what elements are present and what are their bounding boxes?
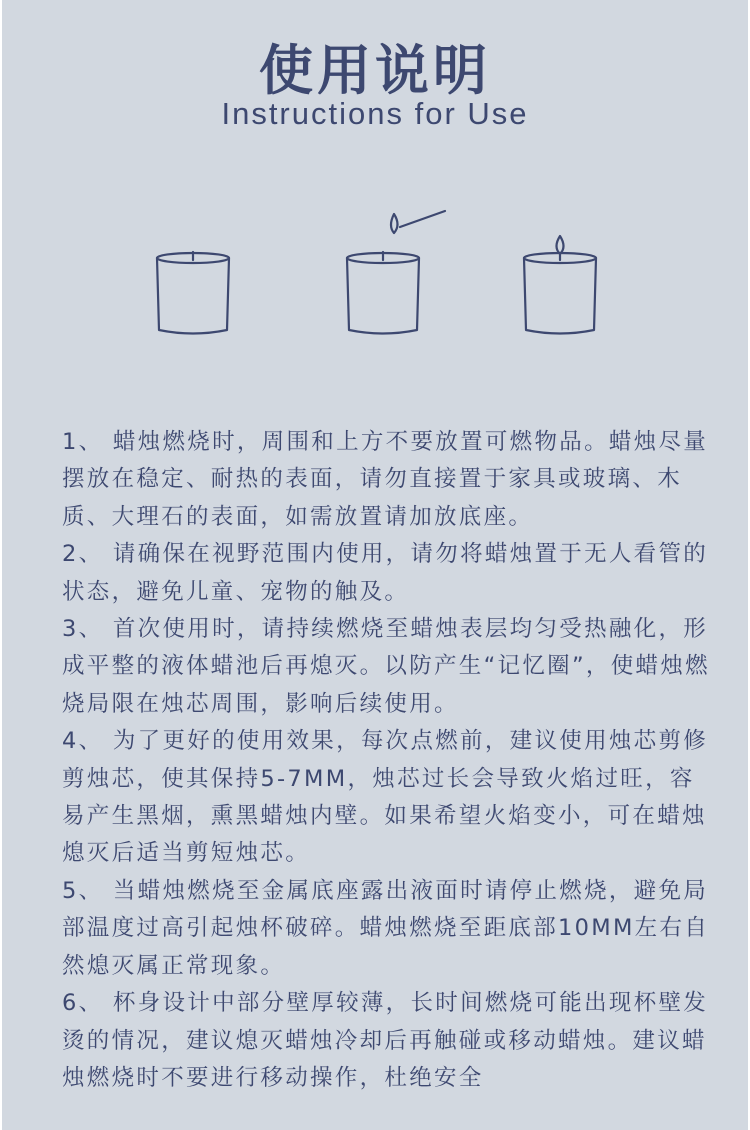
burning-candle-icon — [524, 236, 596, 334]
lighting-candle-icon — [347, 211, 445, 334]
instruction-item-1: 1、 蜡烛燃烧时，周围和上方不要放置可燃物品。蜡烛尽量摆放在稳定、耐热的表面，请勿直接置于家具或玻璃、木质、大理石的表面，如需放置请加放底座。 — [62, 429, 709, 530]
instructions-page — [2, 0, 748, 1130]
instruction-item-4: 4、 为了更好的使用效果，每次点燃前，建议使用烛芯剪修剪烛芯，使其保持5-7MM，烛芯过长会导致火焰过旺，容易产生黑烟，熏黑蜡烛内壁。如果希望火焰变小，可在蜡烛熄灭后适当剪短烛芯。 — [62, 728, 709, 867]
instruction-item-3: 3、 首次使用时，请持续燃烧至蜡烛表层均匀受热融化，形成平整的液体蜡池后再熄灭。以防产生“记忆圈”，使蜡烛燃烧局限在烛芯周围，影响后续使用。 — [62, 616, 710, 717]
unlit-candle-icon — [157, 252, 229, 334]
page-title: 使用说明 — [259, 38, 491, 102]
instruction-item-2: 2、 请确保在视野范围内使用，请勿将蜡烛置于无人看管的状态，避免儿童、宠物的触及。 — [62, 541, 709, 605]
page-subtitle: Instructions for Use — [221, 96, 529, 131]
candle-illustration — [2, 200, 748, 350]
instruction-item-6: 6、 杯身设计中部分壁厚较薄，长时间燃烧可能出现杯壁发烫的情况，建议熄灭蜡烛冷却后再触碰或移动蜡烛。建议蜡烛燃烧时不要进行移动操作，杜绝安全 — [62, 990, 709, 1091]
instruction-item-5: 5、 当蜡烛燃烧至金属底座露出液面时请停止燃烧，避免局部温度过高引起烛杯破碎。蜡烛燃烧至距底部10MM左右自然熄灭属正常现象。 — [62, 877, 710, 979]
instructions-list — [62, 424, 712, 1097]
